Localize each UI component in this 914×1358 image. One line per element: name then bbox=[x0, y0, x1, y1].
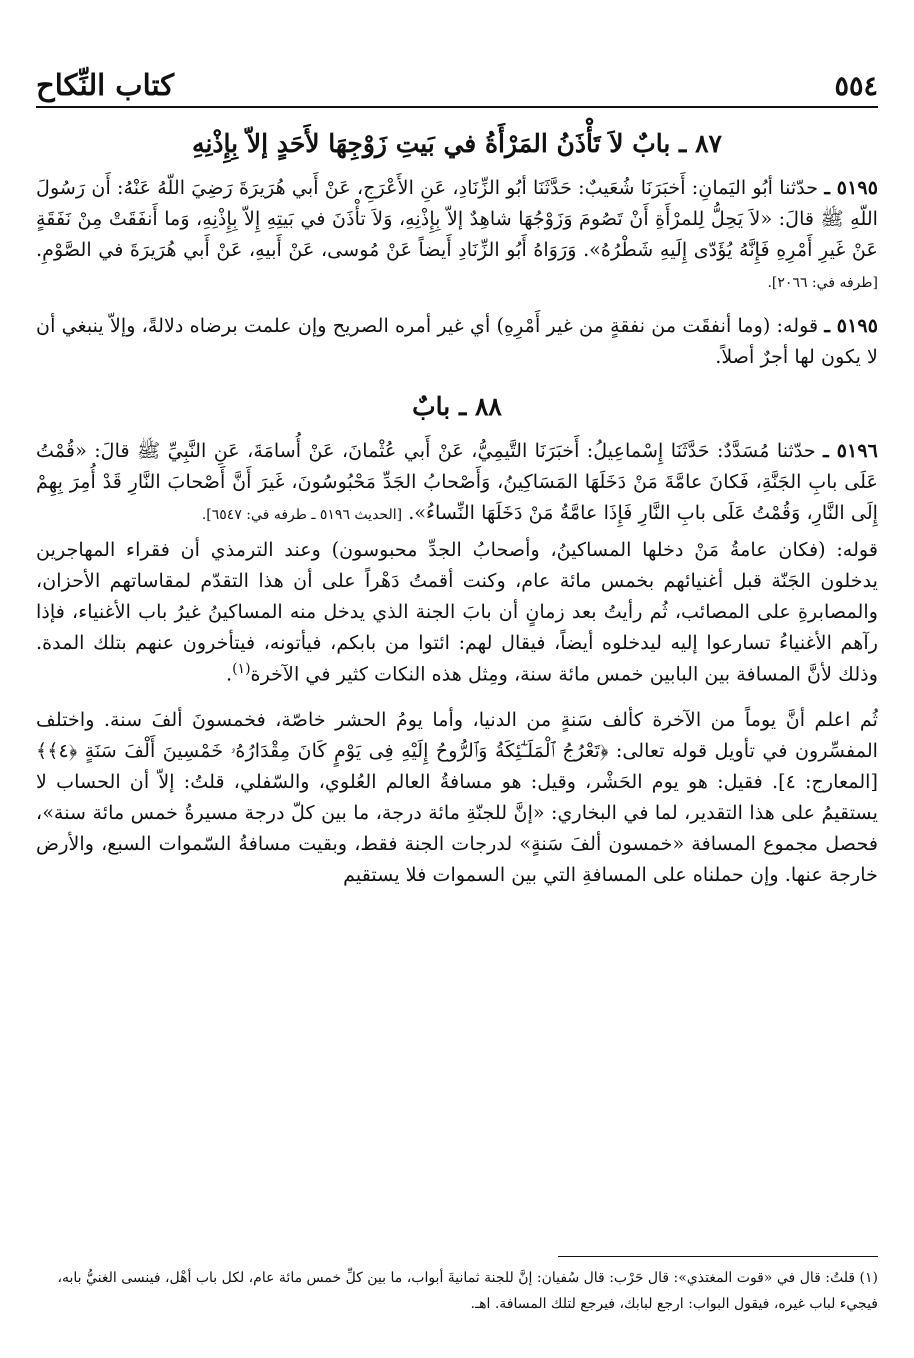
hadith-5196-ref: [الحديث ٥١٩٦ ـ طرفه في: ٦٥٤٧]. bbox=[201, 506, 403, 523]
footnote-marker[interactable]: (١) bbox=[232, 661, 251, 678]
comment-5196-a-text: قوله: (فكان عامةُ مَنْ دخلها المساكينُ، وأصحابُ الجدِّ محبوسون) وعند الترمذي أن فقراء المهاجرين يدخلون الجَنّة قبل أغنيائهم بخمس مائة عام، وكنت أقمتُ دَهْراً على أن هذا التقدّم لمقاساتهم الأحزان، والمصابرةِ على المصائب، ثُم رأيتُ بعد زمانٍ أن بابَ الجنة الذي يدخل منه المساكينُ غيرُ باب الأغنياء، فإذا رآهم الأغنياءُ تسارعوا إليه ليدخلوه أيضاً، فيقال لهم: ائتوا من بابكم، فيأتونه، فيتأخرون عنهم بتلك المدة. وذلك لأنَّ المسافة بين البابين خمس مائة سنة، ومِثل هذه النكات كثير في الآخرة bbox=[36, 537, 878, 686]
hadith-5195 bbox=[36, 172, 878, 296]
chapter-87-heading: ٨٧ ـ بابٌ لاَ تَأْذَنُ المَرْأَةُ في بَيتِ زَوْجِهَا لأَحَدٍ إلاّ بِإِذْنِهِ bbox=[192, 129, 722, 158]
comment-5196-a: قوله: (فكان عامةُ مَنْ دخلها المساكينُ، وأصحابُ الجدِّ محبوسون) وعند الترمذي أن فقراء المهاجرين يدخلون الجَنّة قبل أغنيائهم بخمس مائة عام، وكنت أقمتُ دَهْراً على أن هذا التقدّم لمقاساتهم الأحزان، والمصابرةِ على المصائب، ثُم رأيتُ بعد زمانٍ أن بابَ الجنة الذي يدخل منه المساكينُ غيرُ باب الأغنياء، فإذا رآهم الأغنياءُ تسارعوا إليه ليدخلوه أيضاً، فيقال لهم: ائتوا من بابكم، فيأتونه، فيتأخرون عنهم بتلك المدة. وذلك لأنَّ المسافة بين البابين خمس مائة سنة، ومِثل هذه النكات كثير في الآخرة$^{(١)}$. bbox=[36, 537, 878, 686]
page-number: ٥٥٤ bbox=[834, 71, 878, 102]
comment-5195-number: ٥١٩٥ ـ bbox=[824, 314, 879, 338]
comment-5195 bbox=[36, 310, 878, 372]
footnote-number: (١) bbox=[859, 1270, 878, 1286]
hadith-5196-text: حدّثنا مُسَدَّدٌ: حَدَّثَنَا إِسْماعِيلُ: أَخبَرَنَا التَّيمِيُّ، عَنْ أَبي عُثْمانَ، عَنْ أُسامَةَ، عَنِ النَّبِيِّ ﷺ قالَ: «قُمْتُ عَلَى بابِ الجَنَّةِ، فَكانَ عامَّةَ مَنْ دَخَلَهَا المَسَاكِينُ، وَأَصْحابُ الجَدِّ مَحْبُوسُونَ، غَيرَ أَنَّ أَصْحابَ النَّارِ قَدْ أُمِرَ بِهِمْ إِلَى النَّارِ، وَقُمْتُ عَلَى بابِ النَّارِ فَإِذَا عامَّةُ مَنْ دَخَلَهَا النِّساءُ». bbox=[36, 438, 878, 524]
chapter-88-heading: ٨٨ ـ بابٌ bbox=[412, 391, 502, 421]
hadith-5196-number: ٥١٩٦ ـ bbox=[823, 438, 878, 462]
hadith-5195-number: ٥١٩٥ ـ bbox=[824, 176, 879, 199]
page-header bbox=[36, 56, 878, 108]
hadith-5195-text: حدّثنا أبُو اليَمانِ: أَخبَرَنَا شُعَيبٌ: حَدَّثَنَا أبُو الزِّنَادِ، عَنِ الأَعْرَجِ، عَنْ أَبي هُرَيرَةَ رَضِيَ اللّهُ عَنْهُ: أَن رَسُولَ اللّهِ ﷺ قالَ: «لاَ يَحِلُّ لِلمرْأَةِ أَنْ تَصُومَ وَزَوْجُهَا شاهِدٌ إلاّ بِإِذْنِهِ، وَلاَ تأْذَنَ في بَيتِهِ إِلاّ بِإِذْنِهِ، وَما أَنفَقَتْ مِنْ نَفَقَةٍ عَنْ غَيرِ أَمْرِهِ فَإِنَّهُ يُؤَدّى إِلَيهِ شَطْرُهُ». وَرَوَاهُ أَبُو الزِّنَادِ أَيضاً عَنْ مُوسى، عَنْ أَبيهِ، عَنْ أَبي هُرَيرَةَ في الصَّوْمِ. bbox=[36, 176, 878, 262]
comment-5196-b-text: ثُم اعلم أنَّ يوماً من الآخرة كألف سَنةٍ من الدنيا، وأما يومُ الحشر خاصّة، فخمسونَ ألفَ سنة. واختلف المفسِّرون في تأويل قوله تعالى: ﴿تَعْرُجُ ٱلْمَلَـٰٓئِكَةُ وَٱلرُّوحُ إِلَيْهِ فِى يَوْمٍ كَانَ مِقْدَارُهُۥ خَمْسِينَ أَلْفَ سَنَةٍ ﴿٤﴾﴾ [المعارج: ٤]. فقيل: هو يوم الحَشْر، وقيل: هو مسافةُ العالم العُلوي، والسّفلي، قلتُ: إلاّ أن الحساب لا يستقيمُ على هذا التقدير، لما في البخاري: «إنَّ للجنّةِ مائة درجة، ما بين كلّ درجة مسيرةُ خمس مائة سنة»، فحصل مجموع المسافة «خمسون ألفَ سَنةٍ» لدرجات الجنة فقط، وبقيت مسافةُ السّموات السبع، والأرض خارجة عنها. وإن حملناه على المسافةِ التي بين السموات فلا يستقيم bbox=[36, 707, 879, 887]
hadith-5195-ref: [طرفه في: ٢٠٦٦]. bbox=[767, 275, 878, 292]
comment-5195-text: قوله: (وما أنفقَت من نفقةٍ من غير أَمْرِهِ) أي غير أمره الصريح وإن علمت برضاه دلالةً، وإلاّ ينبغي أن لا يكون لها أجرٌ أصلاً. bbox=[36, 314, 878, 369]
footnote-divider bbox=[558, 1256, 878, 1257]
hadith-5196 bbox=[36, 435, 878, 528]
book-title: كتاب النِّكاح bbox=[36, 68, 175, 102]
footnote-text: قلتُ: قال في «قوت المغتذي»: قال حَرْب: قال سُفيان: إنَّ للجنة ثمانيةَ أبواب، ما بين كلِّ خمس مائة عام، لكل باب أهْل، فينسى الغنيُّ بابه، فيجيء لباب غيره، فيقول البواب: ارجع لبابك، فيرجع لتلك المسافة. اهـ. bbox=[57, 1270, 878, 1312]
main-content bbox=[36, 124, 878, 890]
footnote bbox=[36, 1266, 878, 1318]
comment-5196-b bbox=[36, 704, 878, 891]
